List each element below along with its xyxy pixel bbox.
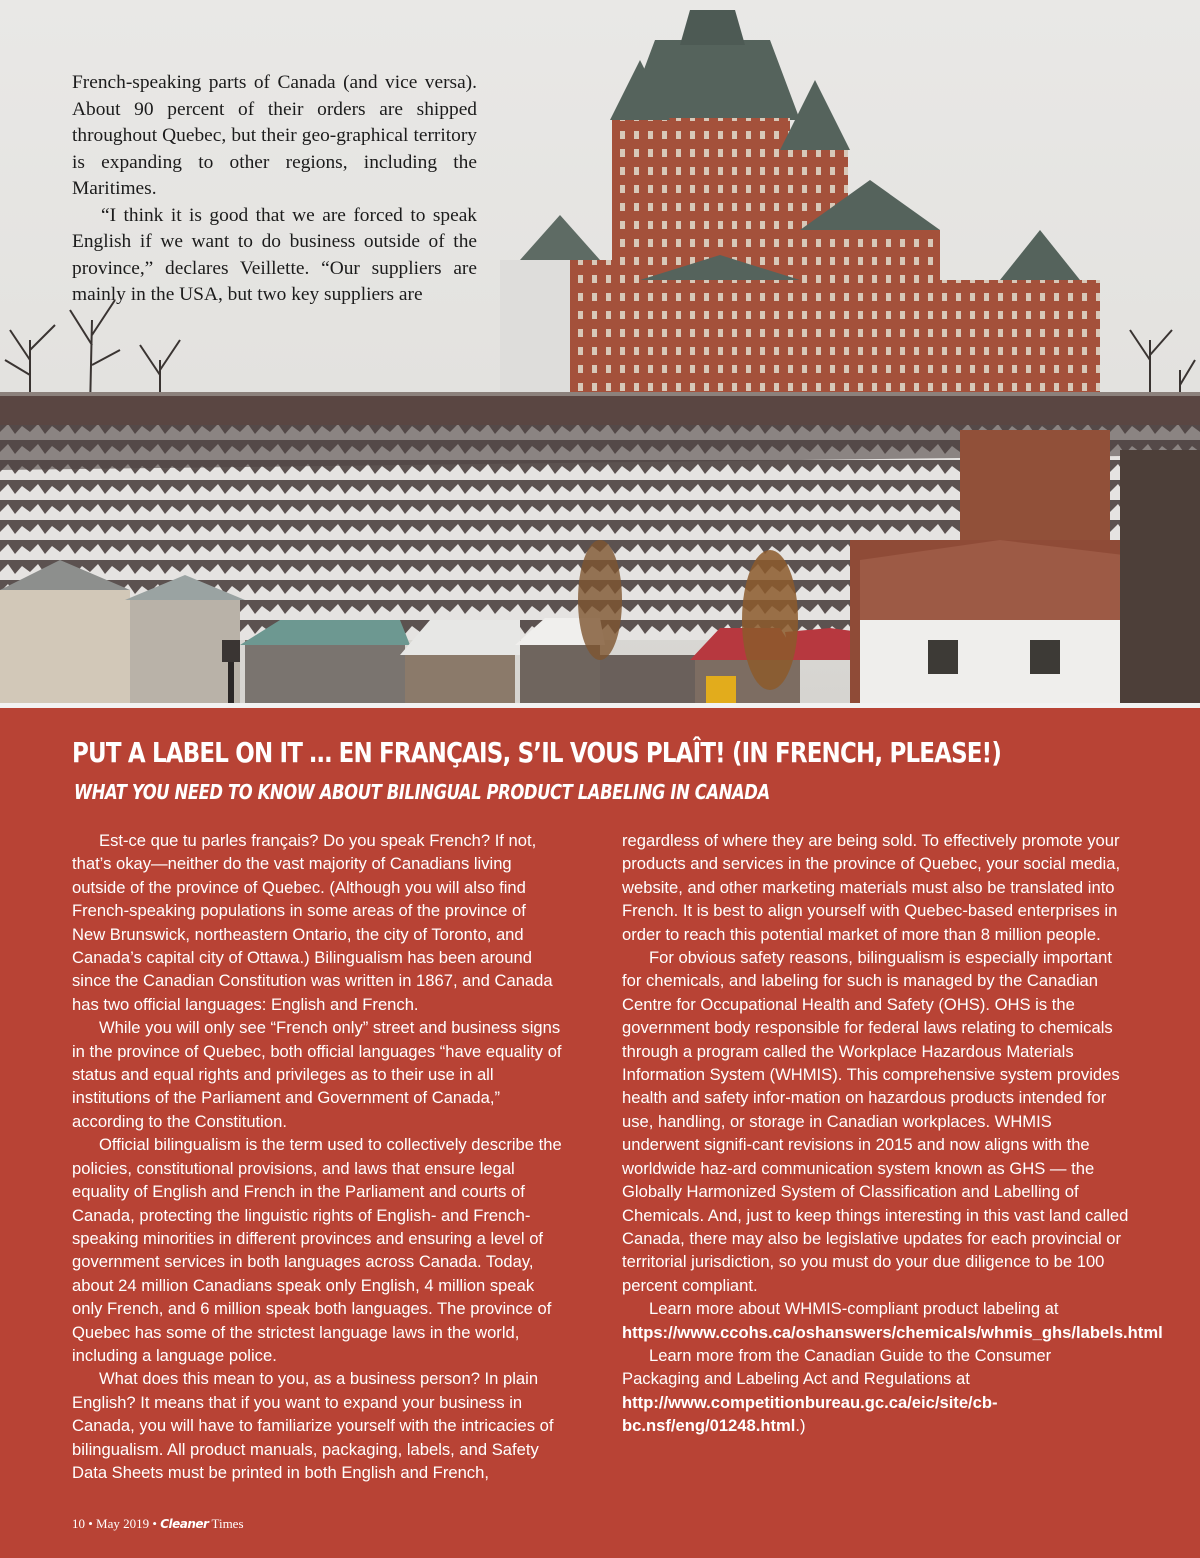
column-2-paragraph	[622, 1297, 1163, 1344]
column-2-paragraph: For obvious safety reasons, bilingualism is especially important for chemicals, and labeling for such is managed by the Canadian Centre for Occupational Health and Safety (OHS). OHS is the government body responsible for federal laws relating to chemicals through a program called the Workplace Hazardous Materials Information System (WHMIS). This comprehensive system provides health and safety infor-mation on hazardous products intended for use, handling, or storage in Canadian workplaces. WHMIS underwent signifi-cant revisions in 2015 and now aligns with the worldwide haz-ard communication system known as GHS — the Globally Harmonized System of Classification and Labelling of Chemicals. And, just to keep things interesting in this vast land called Canada, there may also be legislative updates for each provincial or territorial jurisdiction, so you must do your due diligence to be 100 percent compliant.	[622, 948, 1129, 1295]
chateau-building	[500, 0, 1100, 410]
article-headline: PUT A LABEL ON IT … EN FRANÇAIS, S’IL VOUS PLAÎT! (IN FRENCH, PLEASE!)	[72, 736, 1001, 769]
competition-bureau-link[interactable]: http://www.competitionbureau.gc.ca/eic/site/cb-bc.nsf/eng/01248.html	[622, 1392, 998, 1436]
column-1-paragraph: What does this mean to you, as a business person? In plain English? It means that if you want to expand your business in Canada, you will have to familiarize yourself with the intricacies of bilingualism. All product manuals, packaging, labels, and Safety Data Sheets must be printed in both English and French,	[72, 1369, 554, 1482]
guide-intro-text: Learn more from the Canadian Guide to the Consumer Packaging and Labeling Act and Regulations at	[622, 1345, 1052, 1389]
column-2-paragraph: regardless of where they are being sold. To effectively promote your products and services in the province of Quebec, your social media, website, and other marketing materials must also be translated into French. It is best to align yourself with Quebec-based enterprises in order to reach this potential market of more than 8 million people.	[622, 831, 1121, 944]
magazine-brand: Cleaner	[160, 1517, 209, 1531]
intro-paragraph-1: French-speaking parts of Canada (and vice versa). About 90 percent of their orders are shipped throughout Quebec, but their geo-graphical territory is expanding to other regions, including the Maritimes.	[72, 72, 477, 199]
column-1-paragraph: Official bilingualism is the term used to collectively describe the policies, constitutional provisions, and laws that ensure legal equality of English and French in the Parliament and courts of Canada, protecting the linguistic rights of English- and French-speaking minorities in different provinces and ensuring a level of government services in both languages across Canada. Today, about 24 million Canadians speak only English, 4 million speak only French, and 6 million speak both languages. The province of Quebec has some of the strictest language laws in the world, including a language police.	[72, 1135, 562, 1365]
column-1-paragraph: While you will only see “French only” street and business signs in the province of Quebec, both official languages “have equality of status and equal rights and privileges as to their use in all institutions of the Parliament and Government of Canada,” according to the Constitution.	[72, 1018, 562, 1131]
terrace-wall	[0, 395, 1200, 425]
article-column-2	[622, 829, 1163, 1438]
hero-photo-chateau-frontenac	[0, 0, 1200, 703]
whmis-intro-text: Learn more about WHMIS-compliant product labeling at	[649, 1299, 1059, 1319]
ccohs-link[interactable]: https://www.ccohs.ca/oshanswers/chemicals/whmis_ghs/labels.html	[622, 1322, 1163, 1342]
column-1-paragraph: Est-ce que tu parles français? Do you speak French? If not, that’s okay—neither do the vast majority of Canadians living outside of the province of Quebec. (Although you will also find French-speaking populations in some areas of the province of New Brunswick, northeastern Ontario, the city of Toronto, and Canada’s capital city of Ottawa.) Bilingualism has been around since the Canadian Constitution was written in 1867, and Canada has two official languages: English and French.	[72, 831, 553, 1014]
article-subheadline: WHAT YOU NEED TO KNOW ABOUT BILINGUAL PRODUCT LABELING IN CANADA	[74, 780, 770, 804]
column-2-paragraph	[622, 1344, 1132, 1438]
article-sidebar-panel	[0, 703, 1200, 1558]
magazine-brand-suffix: Times	[211, 1516, 244, 1531]
page-footer	[72, 1516, 244, 1532]
closing-paren: .)	[795, 1416, 806, 1436]
intro-paragraph-2: “I think it is good that we are forced to speak English if we want to do business outside of the province,” declares Veillette. “Our suppliers are mainly in the USA, but two key suppliers are	[72, 204, 477, 305]
footer-page-info: 10 • May 2019 •	[72, 1516, 157, 1531]
intro-text-column	[72, 70, 477, 309]
article-column-1	[72, 829, 562, 1484]
